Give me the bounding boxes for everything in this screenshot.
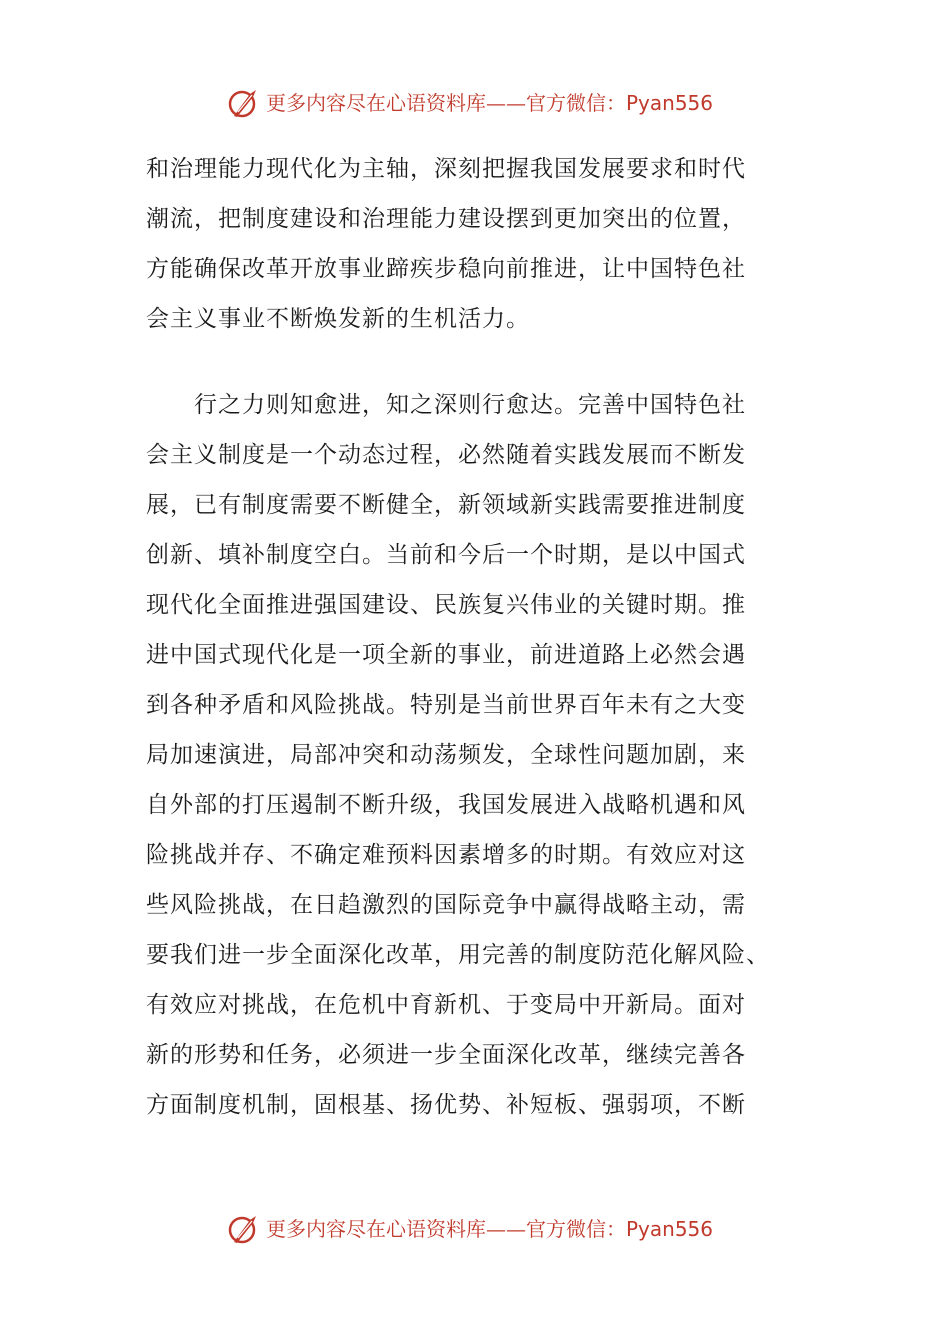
watermark-dash: ——: [486, 91, 526, 115]
watermark-site-text: 更多内容尽在心语资料库: [266, 1217, 486, 1241]
watermark-contact-label: 官方微信：: [526, 91, 626, 115]
text-line: 局加速演进，局部冲突和动荡频发，全球性问题加剧，来: [146, 742, 746, 768]
text-line: 方面制度机制，固根基、扬优势、补短板、强弱项，不断: [146, 1092, 746, 1118]
text-line: 进中国式现代化是一项全新的事业，前进道路上必然会遇: [146, 642, 746, 668]
text-line: 行之力则知愈进，知之深则行愈达。完善中国特色社: [146, 392, 746, 418]
text-line: 会主义事业不断焕发新的生机活力。: [146, 306, 530, 332]
text-line: 险挑战并存、不确定难预料因素增多的时期。有效应对这: [146, 842, 746, 868]
text-line: 现代化全面推进强国建设、民族复兴伟业的关键时期。推: [146, 592, 746, 618]
text-line: 些风险挑战，在日趋激烈的国际竞争中赢得战略主动，需: [146, 892, 746, 918]
watermark-text: [266, 1215, 713, 1243]
watermark-text: [266, 89, 713, 117]
text-line: 要我们进一步全面深化改革，用完善的制度防范化解风险、: [146, 942, 770, 968]
watermark-contact-id: Pyan556: [626, 1217, 714, 1241]
text-line: 有效应对挑战，在危机中育新机、于变局中开新局。面对: [146, 992, 746, 1018]
quill-pen-logo-icon: [226, 86, 262, 122]
text-line: 方能确保改革开放事业蹄疾步稳向前推进，让中国特色社: [146, 256, 746, 282]
header-watermark: [0, 84, 950, 124]
text-line: 自外部的打压遏制不断升级，我国发展进入战略机遇和风: [146, 792, 746, 818]
paragraph-2: [146, 380, 786, 1130]
watermark-site-text: 更多内容尽在心语资料库: [266, 91, 486, 115]
watermark-contact-label: 官方微信：: [526, 1217, 626, 1241]
text-line: 创新、填补制度空白。当前和今后一个时期，是以中国式: [146, 542, 746, 568]
text-line: 会主义制度是一个动态过程，必然随着实践发展而不断发: [146, 442, 746, 468]
quill-pen-logo-icon: [226, 1212, 262, 1248]
paragraph-1: [146, 144, 786, 344]
footer-watermark: [0, 1210, 950, 1250]
text-line: 展，已有制度需要不断健全，新领域新实践需要推进制度: [146, 492, 746, 518]
text-line: 到各种矛盾和风险挑战。特别是当前世界百年未有之大变: [146, 692, 746, 718]
text-line: 新的形势和任务，必须进一步全面深化改革，继续完善各: [146, 1042, 746, 1068]
text-line: 和治理能力现代化为主轴，深刻把握我国发展要求和时代: [146, 156, 746, 182]
watermark-dash: ——: [486, 1217, 526, 1241]
watermark-contact-id: Pyan556: [626, 91, 714, 115]
text-line: 潮流，把制度建设和治理能力建设摆到更加突出的位置，: [146, 206, 746, 232]
